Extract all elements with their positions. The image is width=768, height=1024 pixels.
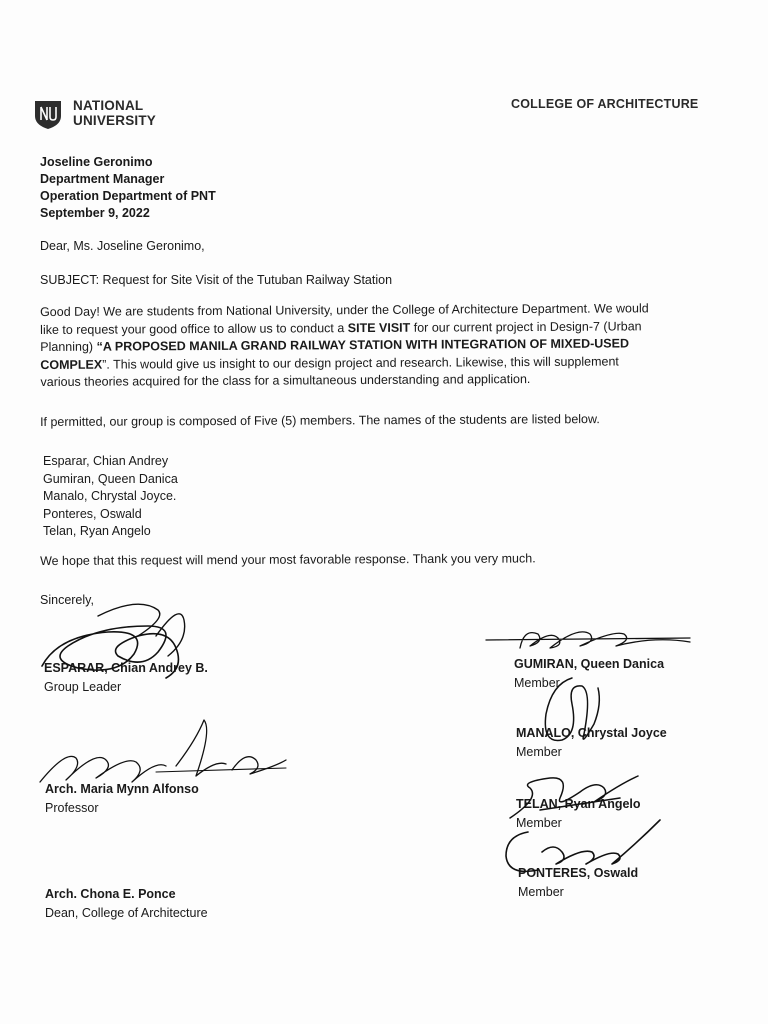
signatory-role: Member (516, 816, 562, 830)
signatory-role: Professor (45, 801, 99, 815)
signatory-name: GUMIRAN, Queen Danica (514, 657, 665, 671)
signatory-name: Arch. Chona E. Ponce (45, 887, 176, 901)
member-signature-icon (484, 620, 698, 660)
closing-request: We hope that this request will mend your most favorable response. Thank you very much. (40, 551, 536, 568)
body-paragraph-2: If permitted, our group is composed of Five (5) members. The names of the students are listed below. (40, 412, 600, 429)
list-item: Esparar, Chian Andrey (43, 454, 169, 468)
signatory-dean (45, 885, 208, 923)
signatory-role: Member (514, 676, 560, 690)
list-item: Ponteres, Oswald (43, 506, 142, 521)
list-item: Gumiran, Queen Danica (43, 471, 178, 486)
list-item: Telan, Ryan Angelo (43, 524, 151, 538)
letter-date: September 9, 2022 (40, 206, 150, 220)
signatory-name: Arch. Maria Mynn Alfonso (45, 782, 199, 796)
member-signature-icon (498, 812, 668, 882)
signatory-role: Member (516, 745, 562, 759)
student-list (43, 453, 178, 541)
recipient-title: Department Manager (40, 172, 165, 186)
university-shield-logo-icon (33, 98, 63, 130)
signatory-role: Group Leader (44, 680, 122, 694)
subject-line: SUBJECT: Request for Site Visit of the Tutuban Railway Station (40, 273, 393, 287)
signatory-role: Member (518, 885, 564, 899)
recipient-name: Joseline Geronimo (40, 155, 153, 169)
signatory-name: MANALO, Chrystal Joyce (516, 726, 667, 740)
university-name: NATIONAL UNIVERSITY (73, 98, 157, 128)
professor-signature-icon (36, 720, 296, 810)
sincerely: Sincerely, (40, 593, 94, 607)
list-item: Manalo, Chrystal Joyce. (43, 489, 177, 503)
member-signature-icon (532, 674, 612, 754)
leader-signature-icon (38, 596, 198, 696)
signatory-name: TELAN, Ryan Angelo (516, 797, 641, 811)
signatory-name: ESPARAR, Chian Andrey B. (44, 661, 208, 675)
body-paragraph-1: Good Day! We are students from National University, under the College of Architecture Department. We would like to request your good office to allow us to conduct a SITE VISIT for our current project in Design-7 (Urban Planning) “A PROPOSED MANILA GRAND RAILWAY STATION WITH INTEGRATION OF MIXED-USED COMPLEX”. This would give us insight to our design project and research. Likewise, this will supplement various theories acquired for the class for a simultaneous understanding and application. (40, 301, 649, 389)
college-header: COLLEGE OF ARCHITECTURE (511, 97, 699, 111)
recipient-block (40, 154, 216, 222)
recipient-office: Operation Department of PNT (40, 189, 216, 203)
salutation: Dear, Ms. Joseline Geronimo, (40, 239, 205, 253)
signatory-name: PONTERES, Oswald (518, 866, 639, 880)
signatory-role: Dean, College of Architecture (45, 906, 208, 920)
